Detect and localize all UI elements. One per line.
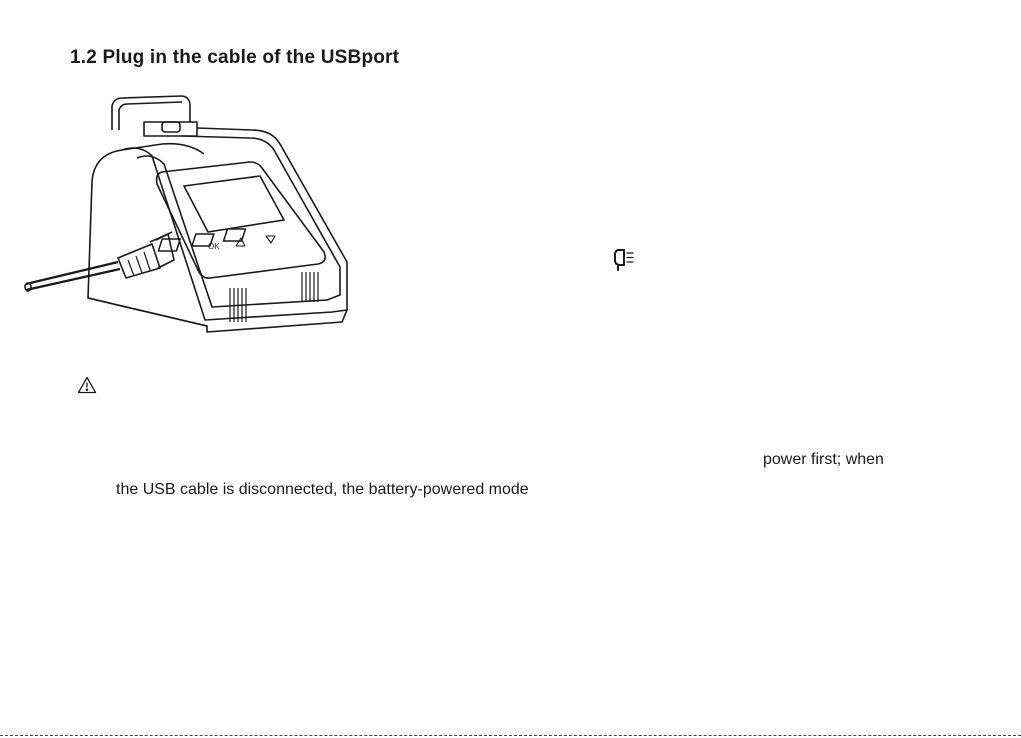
section-heading: 1.2 Plug in the cable of the USBport xyxy=(70,47,400,68)
ok-button-label: OK xyxy=(208,242,220,251)
device-illustration xyxy=(22,92,362,342)
warning-icon xyxy=(77,376,97,394)
note-text-line: power first; when xyxy=(763,451,884,468)
note-text-line: the USB cable is disconnected, the battery-powered mode xyxy=(116,481,529,498)
plug-icon xyxy=(612,246,638,272)
page-bottom-rule xyxy=(0,735,1021,736)
